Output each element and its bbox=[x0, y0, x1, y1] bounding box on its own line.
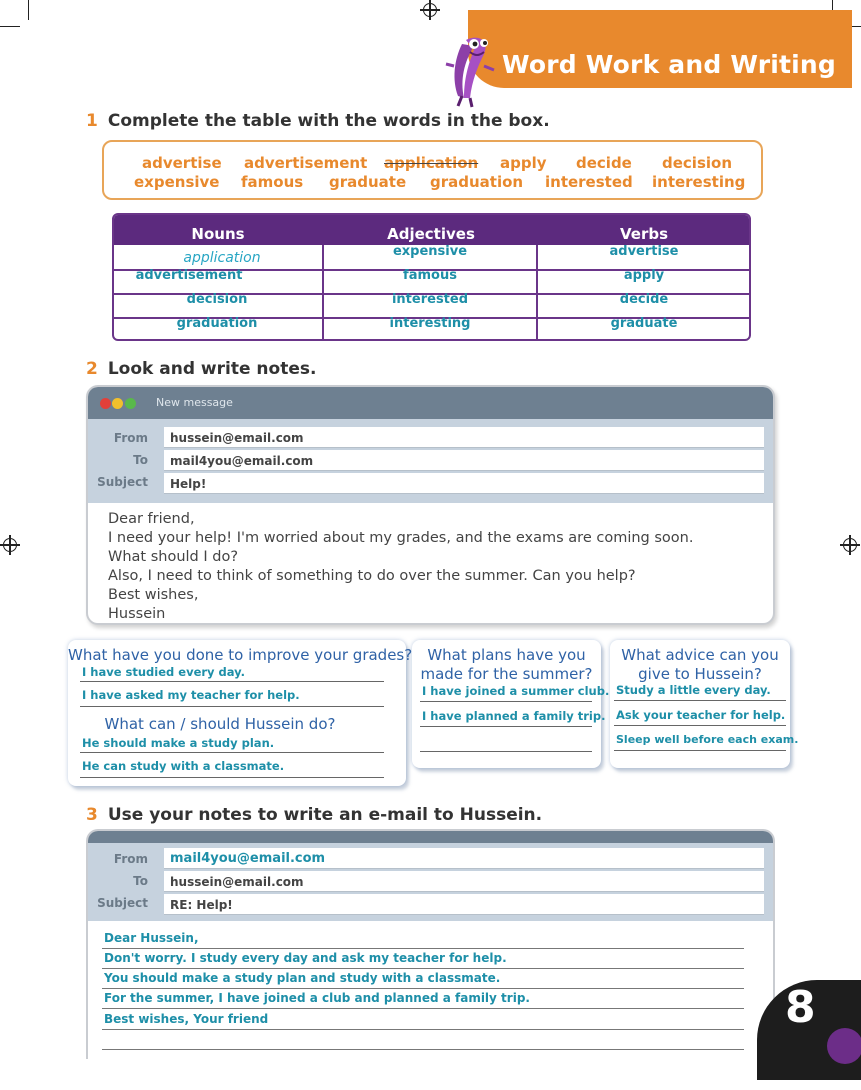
page-title: Word Work and Writing bbox=[502, 50, 837, 79]
section-number: 1 bbox=[86, 111, 98, 131]
answer-text: I have studied every day. bbox=[82, 665, 245, 679]
from-field[interactable]: hussein@email.com bbox=[164, 427, 764, 448]
answer-text: I have joined a summer club. bbox=[422, 684, 610, 698]
notes-card-summer bbox=[412, 640, 610, 768]
to-field[interactable]: mail4you@email.com bbox=[164, 450, 764, 471]
subject-field[interactable]: RE: Help! bbox=[164, 894, 764, 915]
answer-text: I have planned a family trip. bbox=[422, 709, 606, 723]
message-body-line: What should I do? bbox=[108, 549, 239, 565]
word-box-word: decision bbox=[662, 154, 732, 172]
question-advice: give to Hussein? bbox=[638, 665, 762, 683]
reply-header bbox=[88, 843, 773, 921]
window-title-bar bbox=[88, 831, 773, 843]
registration-mark-icon bbox=[3, 538, 17, 552]
answer-text: He should make a study plan. bbox=[82, 736, 275, 750]
section-number: 3 bbox=[86, 805, 98, 825]
registration-mark-icon bbox=[843, 538, 857, 552]
window-title: New message bbox=[156, 396, 233, 409]
section-2-title: 2 Look and write notes. bbox=[86, 359, 317, 379]
decorative-circle bbox=[827, 1028, 861, 1064]
crop-mark bbox=[0, 26, 20, 27]
table-cell: decide bbox=[619, 292, 669, 307]
message-body-line: I need your help! I'm worried about my grades, and the exams are coming soon. bbox=[108, 530, 694, 546]
message-body-line: Also, I need to think of something to do over the summer. Can you help? bbox=[108, 568, 636, 584]
reply-line: Don't worry. I study every day and ask my teacher for help. bbox=[104, 951, 507, 965]
table-cell: apply bbox=[623, 268, 665, 283]
word-box-word: famous bbox=[241, 173, 304, 191]
maximize-dot-icon[interactable] bbox=[125, 398, 136, 409]
question-improve: What have you done to improve your grades? bbox=[68, 646, 413, 664]
table-header-nouns: Nouns bbox=[191, 225, 245, 243]
message-body-line: Hussein bbox=[108, 606, 166, 622]
word-box-word: interested bbox=[545, 173, 633, 191]
to-field[interactable]: hussein@email.com bbox=[164, 871, 764, 892]
word-box-word-struck: application bbox=[384, 154, 479, 172]
to-label: To bbox=[133, 874, 148, 888]
reply-line: For the summer, I have joined a club and planned a family trip. bbox=[104, 991, 530, 1005]
word-box-word: apply bbox=[500, 154, 547, 172]
notes-card-advice bbox=[610, 640, 799, 768]
reply-window bbox=[86, 829, 775, 1059]
question-should: What can / should Hussein do? bbox=[104, 715, 336, 733]
crop-mark bbox=[28, 0, 29, 20]
question-plans: made for the summer? bbox=[420, 665, 593, 683]
word-box-word: interesting bbox=[652, 173, 746, 191]
answer-text: I have asked my teacher for help. bbox=[82, 688, 300, 702]
answer-text: He can study with a classmate. bbox=[82, 759, 285, 773]
word-box-word: decide bbox=[576, 154, 632, 172]
from-field[interactable]: mail4you@email.com bbox=[164, 848, 764, 869]
to-label: To bbox=[133, 453, 148, 467]
table-cell: graduate bbox=[610, 316, 678, 331]
section-number: 2 bbox=[86, 359, 98, 379]
section-3-title: 3 Use your notes to write an e-mail to Hussein. bbox=[86, 805, 543, 825]
question-plans: What plans have you bbox=[427, 646, 586, 664]
word-box-word: advertisement bbox=[244, 154, 368, 172]
page-number: 8 bbox=[785, 982, 816, 1033]
table-cell: expensive bbox=[392, 244, 468, 259]
table-cell: interested bbox=[391, 292, 469, 307]
word-box-word: advertise bbox=[142, 154, 222, 172]
registration-mark-icon bbox=[423, 3, 437, 17]
mascot-icon bbox=[444, 30, 496, 110]
from-label: From bbox=[113, 431, 148, 445]
word-box-word: graduation bbox=[430, 173, 524, 191]
from-label: From bbox=[113, 852, 148, 866]
subject-field[interactable]: Help! bbox=[164, 473, 764, 494]
notes-card-grades bbox=[68, 640, 413, 786]
answer-text: Ask your teacher for help. bbox=[616, 708, 786, 722]
window-title-bar bbox=[88, 387, 773, 419]
word-box bbox=[102, 140, 763, 200]
word-box-word: expensive bbox=[134, 173, 220, 191]
minimize-dot-icon[interactable] bbox=[112, 398, 123, 409]
table-header-adjectives: Adjectives bbox=[387, 225, 475, 243]
subject-label: Subject bbox=[97, 896, 148, 910]
table-cell: famous bbox=[403, 268, 457, 283]
table-cell: application bbox=[183, 250, 261, 266]
word-table bbox=[112, 213, 751, 341]
table-cell: advertisement bbox=[135, 268, 243, 283]
answer-text: Study a little every day. bbox=[616, 683, 771, 697]
reply-line: Best wishes, Your friend bbox=[104, 1012, 269, 1026]
answer-text: Sleep well before each exam. bbox=[616, 733, 799, 746]
table-cell: interesting bbox=[389, 316, 471, 331]
table-cell: advertise bbox=[609, 244, 679, 259]
message-header bbox=[88, 419, 773, 503]
message-body-line: Dear friend, bbox=[108, 511, 195, 527]
reply-line: You should make a study plan and study with a classmate. bbox=[104, 971, 501, 985]
message-window bbox=[86, 385, 775, 625]
subject-label: Subject bbox=[97, 475, 148, 489]
table-cell: graduation bbox=[176, 316, 258, 331]
reply-line: Dear Hussein, bbox=[104, 931, 199, 945]
word-box-word: graduate bbox=[329, 173, 407, 191]
table-cell: decision bbox=[186, 292, 248, 307]
table-header-verbs: Verbs bbox=[619, 225, 669, 243]
message-body-line: Best wishes, bbox=[108, 587, 199, 603]
close-dot-icon[interactable] bbox=[100, 398, 111, 409]
question-advice: What advice can you bbox=[621, 646, 779, 664]
section-1-title: 1 Complete the table with the words in the box. bbox=[86, 111, 550, 131]
